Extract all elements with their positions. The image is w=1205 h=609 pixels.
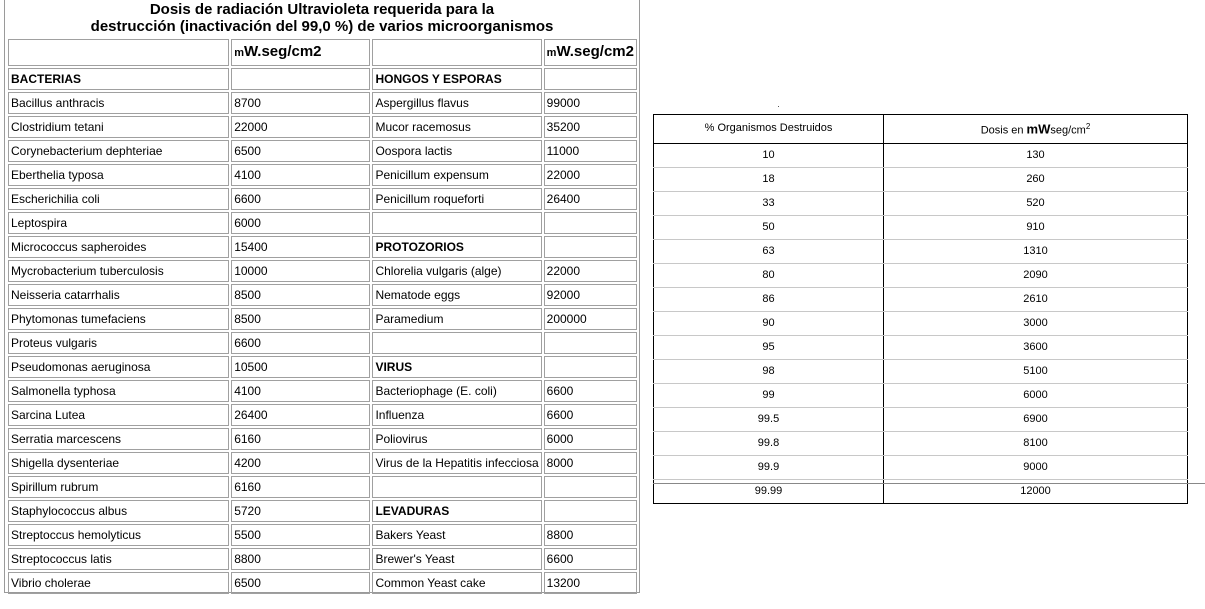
table-row bbox=[8, 188, 637, 210]
organism-cell: Common Yeast cake bbox=[372, 572, 541, 594]
dose-cell bbox=[544, 236, 637, 258]
dose-cell: 6600 bbox=[231, 332, 370, 354]
decorative-dot bbox=[778, 106, 779, 107]
organism-cell: Serratia marcescens bbox=[8, 428, 229, 450]
dose-cell bbox=[544, 356, 637, 378]
uv-dose-table-container bbox=[4, 0, 640, 593]
organism-cell bbox=[372, 332, 541, 354]
empty-header-cell bbox=[8, 39, 229, 66]
organism-cell: Bacteriophage (E. coli) bbox=[372, 380, 541, 402]
dose-cell: 22000 bbox=[231, 116, 370, 138]
organism-cell: Paramedium bbox=[372, 308, 541, 330]
table-row bbox=[654, 431, 1188, 455]
dose-cell: 99000 bbox=[544, 92, 637, 114]
dose-cell: 22000 bbox=[544, 164, 637, 186]
table-row bbox=[654, 407, 1188, 431]
table-row bbox=[8, 68, 637, 90]
dose-cell: 6160 bbox=[231, 476, 370, 498]
percent-cell: 86 bbox=[654, 287, 884, 311]
organism-cell: Vibrio cholerae bbox=[8, 572, 229, 594]
dose-cell: 8700 bbox=[231, 92, 370, 114]
dose-cell: 130 bbox=[884, 143, 1188, 167]
dose-cell: 1310 bbox=[884, 239, 1188, 263]
table-row bbox=[8, 380, 637, 402]
dose-cell: 5720 bbox=[231, 500, 370, 522]
table-row bbox=[654, 167, 1188, 191]
empty-header-cell bbox=[372, 39, 541, 66]
organism-cell: Oospora lactis bbox=[372, 140, 541, 162]
organism-cell: Streptococcus latis bbox=[8, 548, 229, 570]
table-row bbox=[8, 524, 637, 546]
dose-cell: 8800 bbox=[544, 524, 637, 546]
dose-cell: 8100 bbox=[884, 431, 1188, 455]
organism-cell: Chlorelia vulgaris (alge) bbox=[372, 260, 541, 282]
percent-cell: 18 bbox=[654, 167, 884, 191]
dose-cell bbox=[544, 212, 637, 234]
organism-cell: Sarcina Lutea bbox=[8, 404, 229, 426]
table-row bbox=[654, 191, 1188, 215]
organism-cell: VIRUS bbox=[372, 356, 541, 378]
dose-cell: 6160 bbox=[231, 428, 370, 450]
organism-cell: Phytomonas tumefaciens bbox=[8, 308, 229, 330]
organism-cell: Spirillum rubrum bbox=[8, 476, 229, 498]
organism-cell: Bakers Yeast bbox=[372, 524, 541, 546]
dose-cell: 4100 bbox=[231, 164, 370, 186]
percent-cell: 99 bbox=[654, 383, 884, 407]
dose-cell bbox=[544, 332, 637, 354]
organism-cell: HONGOS Y ESPORAS bbox=[372, 68, 541, 90]
title-line-2: destrucción (inactivación del 99,0 %) de varios microorganismos bbox=[90, 18, 554, 35]
organism-cell: Neisseria catarrhalis bbox=[8, 284, 229, 306]
table-row bbox=[8, 260, 637, 282]
dose-cell bbox=[231, 68, 370, 90]
units-row bbox=[8, 39, 637, 66]
organism-cell: BACTERIAS bbox=[8, 68, 229, 90]
organism-cell: Pseudomonas aeruginosa bbox=[8, 356, 229, 378]
dose-cell: 6000 bbox=[231, 212, 370, 234]
percent-cell: 10 bbox=[654, 143, 884, 167]
table-row bbox=[654, 263, 1188, 287]
dose-cell bbox=[544, 68, 637, 90]
table-row bbox=[8, 332, 637, 354]
organism-cell: Bacillus anthracis bbox=[8, 92, 229, 114]
percent-cell: 80 bbox=[654, 263, 884, 287]
dose-cell bbox=[544, 476, 637, 498]
table-row bbox=[8, 452, 637, 474]
organism-cell: Proteus vulgaris bbox=[8, 332, 229, 354]
title-line-1: Dosis de radiación Ultravioleta requerida para la bbox=[149, 1, 495, 18]
dose-cell: 3600 bbox=[884, 335, 1188, 359]
organism-cell: Escherichilia coli bbox=[8, 188, 229, 210]
table-row bbox=[654, 311, 1188, 335]
percent-cell: 98 bbox=[654, 359, 884, 383]
table-row bbox=[654, 239, 1188, 263]
table-row bbox=[654, 359, 1188, 383]
dose-by-percentage-table bbox=[653, 114, 1188, 504]
table-row bbox=[8, 500, 637, 522]
organism-cell: Salmonella typhosa bbox=[8, 380, 229, 402]
dose-cell: 6600 bbox=[544, 380, 637, 402]
percent-destroyed-header: % Organismos Destruidos bbox=[654, 115, 884, 144]
dose-cell: 4100 bbox=[231, 380, 370, 402]
units-header-cell: mW.seg/cm2 bbox=[231, 39, 370, 66]
percent-cell: 99.9 bbox=[654, 455, 884, 479]
dose-cell: 10000 bbox=[231, 260, 370, 282]
organism-cell: Brewer's Yeast bbox=[372, 548, 541, 570]
table-row bbox=[8, 428, 637, 450]
table-row bbox=[8, 116, 637, 138]
dose-cell: 3000 bbox=[884, 311, 1188, 335]
dose-cell: 9000 bbox=[884, 455, 1188, 479]
table-row bbox=[654, 215, 1188, 239]
table-title bbox=[5, 0, 639, 37]
dose-cell: 6000 bbox=[544, 428, 637, 450]
dose-cell: 6500 bbox=[231, 572, 370, 594]
table-row bbox=[8, 572, 637, 594]
organism-cell: Virus de la Hepatitis infecciosa bbox=[372, 452, 541, 474]
dose-cell: 6600 bbox=[231, 188, 370, 210]
dose-cell: 2090 bbox=[884, 263, 1188, 287]
organism-cell: Poliovirus bbox=[372, 428, 541, 450]
table-row bbox=[8, 236, 637, 258]
microorganism-dose-table bbox=[6, 37, 639, 596]
dose-cell bbox=[544, 500, 637, 522]
dose-header: Dosis en mWseg/$cm^2$ bbox=[884, 115, 1188, 144]
dose-cell: 6600 bbox=[544, 404, 637, 426]
table-row bbox=[8, 92, 637, 114]
table-row bbox=[654, 455, 1188, 479]
organism-cell: Corynebacterium dephteriae bbox=[8, 140, 229, 162]
dose-cell: 15400 bbox=[231, 236, 370, 258]
dose-cell: 910 bbox=[884, 215, 1188, 239]
organism-cell: Streptoccus hemolyticus bbox=[8, 524, 229, 546]
dose-cell: 11000 bbox=[544, 140, 637, 162]
organism-cell: Mucor racemosus bbox=[372, 116, 541, 138]
table-row bbox=[654, 335, 1188, 359]
organism-cell: Clostridium tetani bbox=[8, 116, 229, 138]
table-row bbox=[654, 383, 1188, 407]
table-row bbox=[8, 476, 637, 498]
percent-cell: 90 bbox=[654, 311, 884, 335]
right-header-row bbox=[654, 115, 1188, 144]
table-row bbox=[8, 308, 637, 330]
dose-cell: 8500 bbox=[231, 308, 370, 330]
table-row bbox=[8, 548, 637, 570]
dose-cell: 10500 bbox=[231, 356, 370, 378]
organism-cell bbox=[372, 212, 541, 234]
dose-cell: 92000 bbox=[544, 284, 637, 306]
dose-cell: 520 bbox=[884, 191, 1188, 215]
organism-cell bbox=[372, 476, 541, 498]
percent-cell: 50 bbox=[654, 215, 884, 239]
organism-cell: Aspergillus flavus bbox=[372, 92, 541, 114]
organism-cell: Leptospira bbox=[8, 212, 229, 234]
organism-cell: Penicillum roqueforti bbox=[372, 188, 541, 210]
table-row bbox=[8, 140, 637, 162]
table-row bbox=[654, 287, 1188, 311]
dose-cell: 22000 bbox=[544, 260, 637, 282]
dose-cell: 26400 bbox=[544, 188, 637, 210]
percent-cell: 99.5 bbox=[654, 407, 884, 431]
organism-cell: Shigella dysenteriae bbox=[8, 452, 229, 474]
organism-cell: LEVADURAS bbox=[372, 500, 541, 522]
organism-cell: Micrococcus sapheroides bbox=[8, 236, 229, 258]
units-header-cell: mW.seg/cm2 bbox=[544, 39, 637, 66]
dose-cell: 6900 bbox=[884, 407, 1188, 431]
percent-cell: 63 bbox=[654, 239, 884, 263]
percent-cell: 99.8 bbox=[654, 431, 884, 455]
organism-cell: Staphylococcus albus bbox=[8, 500, 229, 522]
dose-cell: 8500 bbox=[231, 284, 370, 306]
dose-cell: 2610 bbox=[884, 287, 1188, 311]
table-row bbox=[8, 404, 637, 426]
dose-cell: 12000 bbox=[884, 479, 1188, 503]
dose-cell: 13200 bbox=[544, 572, 637, 594]
dose-cell: 35200 bbox=[544, 116, 637, 138]
organism-cell: Penicillum expensum bbox=[372, 164, 541, 186]
dose-cell: 8800 bbox=[231, 548, 370, 570]
organism-cell: Mycrobacterium tuberculosis bbox=[8, 260, 229, 282]
dose-cell: 6000 bbox=[884, 383, 1188, 407]
percent-cell: 95 bbox=[654, 335, 884, 359]
dose-cell: 6500 bbox=[231, 140, 370, 162]
organism-cell: Eberthelia typosa bbox=[8, 164, 229, 186]
table-row bbox=[654, 143, 1188, 167]
dose-cell: 8000 bbox=[544, 452, 637, 474]
dose-cell: 4200 bbox=[231, 452, 370, 474]
divider-line bbox=[653, 483, 1205, 484]
dose-cell: 260 bbox=[884, 167, 1188, 191]
dose-cell: 5500 bbox=[231, 524, 370, 546]
organism-cell: Nematode eggs bbox=[372, 284, 541, 306]
table-row bbox=[8, 284, 637, 306]
dose-cell: 5100 bbox=[884, 359, 1188, 383]
percent-cell: 99.99 bbox=[654, 479, 884, 503]
percent-cell: 33 bbox=[654, 191, 884, 215]
table-row bbox=[8, 212, 637, 234]
dose-cell: 6600 bbox=[544, 548, 637, 570]
dose-cell: 26400 bbox=[231, 404, 370, 426]
organism-cell: PROTOZORIOS bbox=[372, 236, 541, 258]
table-row bbox=[8, 356, 637, 378]
dose-cell: 200000 bbox=[544, 308, 637, 330]
table-row bbox=[8, 164, 637, 186]
organism-cell: Influenza bbox=[372, 404, 541, 426]
